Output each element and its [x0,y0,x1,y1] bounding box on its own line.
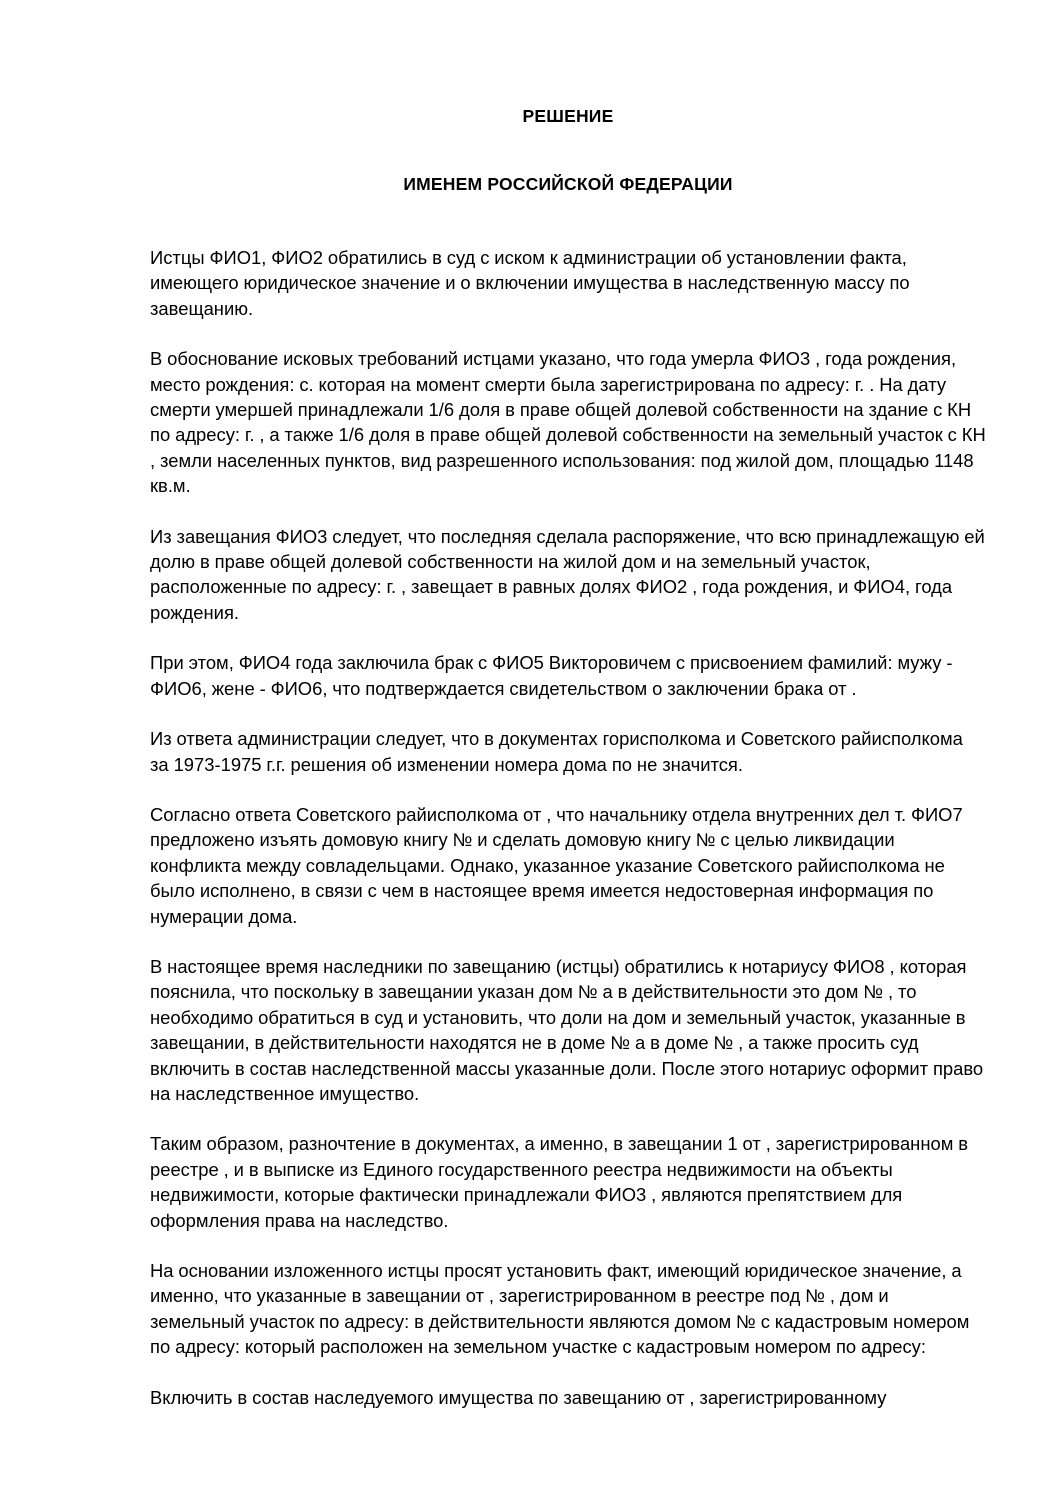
paragraph-notary-explanation: В настоящее время наследники по завещанию (истцы) обратились к нотариусу ФИО8 , которая пояснила, что поскольку в завещании указан дом № а в действительности это дом № , то необходимо обратиться в суд и установить, что доли на дом и земельный участок, указанные в завещании, в действительности находятся не в доме № а в доме № , а также просить суд включить в состав наследственной массы указанные доли. После этого нотариус оформит право на наследственное имущество. [150,955,989,1104]
page-title: РЕШЕНИЕ [522,106,614,126]
paragraph-discrepancy-obstacle: Таким образом, разночтение в документах, а именно, в завещании 1 от , зарегистрированном в реестре , и в выписке из Единого государственного реестра недвижимости на объекты недвижимости, которые фактически принадлежали ФИО3 , являются препятствием для оформления права на наследство. [150,1133,973,1231]
paragraph-include-in-estate: Включить в состав наследуемого имущества по завещанию от , зарегистрированному [150,1386,887,1408]
paragraph-grounds-of-claim: В обоснование исковых требований истцами указано, что года умерла ФИО3 , года рождения, место рождения: с. которая на момент смерти была зарегистрирована по адресу: г. . На дату смерти умершей принадлежали 1/6 доля в праве общей долевой собственности на здание с КН по адресу: г. , а также 1/6 доля в праве общей долевой собственности на земельный участок с КН , земли населенных пунктов, вид разрешенного использования: под жилой дом, площадью 1148 кв.м. [150,348,991,497]
paragraph-administration-response: Из ответа администрации следует, что в документах горисполкома и Советского райисполкома за 1973-1975 г.г. решения об изменении номера дома по не значится. [150,728,968,775]
document-body [150,0,991,1410]
paragraph-marriage-certificate: При этом, ФИО4 года заключила брак с ФИО5 Викторовичем с присвоением фамилий: мужу - ФИО6, жене - ФИО6, что подтверждается свидетельством о заключении брака от . [150,652,958,699]
paragraph-request-establish-fact: На основании изложенного истцы просят установить факт, имеющий юридическое значение, а именно, что указанные в завещании от , зарегистрированном в реестре под № , дом и земельный участок по адресу: в действительности являются домом № с кадастровым номером по адресу: который расположен на земельном участке с кадастровым номером по адресу: [150,1260,975,1358]
paragraph-district-executive-committee: Согласно ответа Советского райисполкома от , что начальнику отдела внутренних дел т. ФИО7 предложено изъять домовую книгу № и сделать домовую книгу № с целью ликвидации конфликта между совладельцами. Однако, указанное указание Советского райисполкома не было исполнено, в связи с чем в настоящее время имеется недостоверная информация по нумерации дома. [150,803,968,927]
document-subtitle: ИМЕНЕМ РОССИЙСКОЙ ФЕДЕРАЦИИ [403,174,733,194]
paragraph-claimants-petition: Истцы ФИО1, ФИО2 обратились в суд с иском к администрации об установлении факта, имеющего юридическое значение и о включении имущества в наследственную массу по завещанию. [150,247,915,319]
paragraph-will-contents: Из завещания ФИО3 следует, что последняя сделала распоряжение, что всю принадлежащую ей долю в праве общей долевой собственности на жилой дом и на земельный участок, расположенные по адресу: г. , завещает в равных долях ФИО2 , года рождения, и ФИО4, года рождения. [150,525,990,623]
